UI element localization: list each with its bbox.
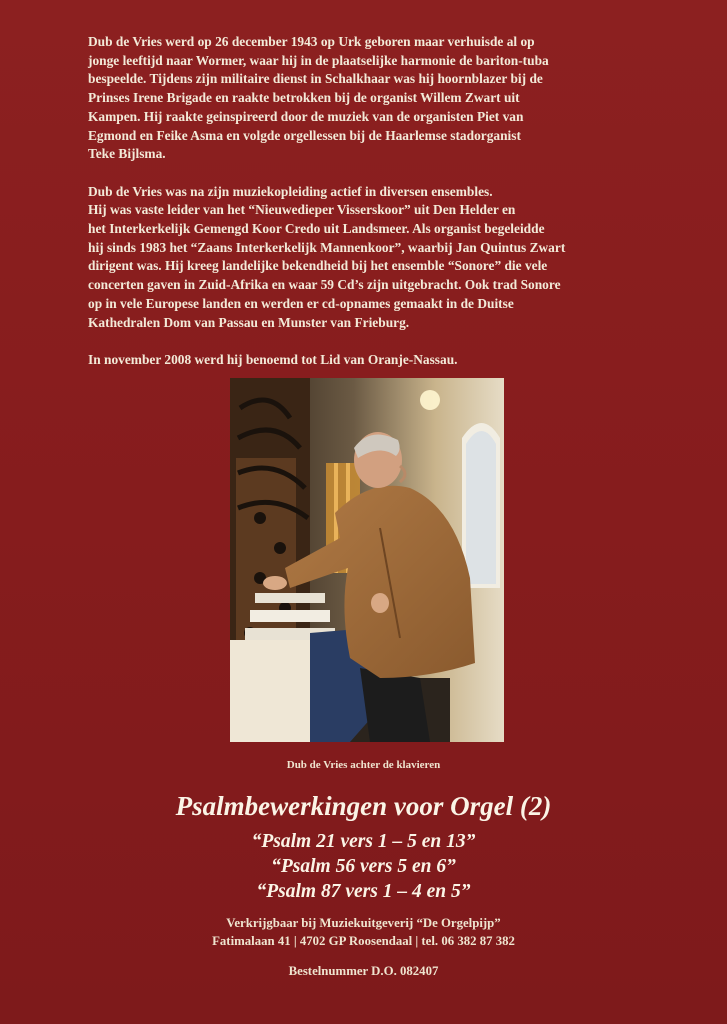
- publisher-line: Verkrijgbaar bij Muziekuitgeverij “De Orgelpijp”: [226, 916, 501, 930]
- bio-line: Dub de Vries was na zijn muziekopleiding actief in diversen ensembles.: [88, 183, 493, 199]
- bio-line: concerten gaven in Zuid-Afrika en waar 59 Cd’s zijn uitgebracht. Ook trad Sonore: [88, 277, 561, 293]
- bio-paragraph-1: [88, 33, 668, 164]
- publication-title: Psalmbewerkingen voor Orgel (2): [175, 791, 552, 821]
- bio-paragraph-3: [88, 351, 668, 370]
- bio-paragraph-2: [88, 183, 668, 333]
- bio-line: jonge leeftijd naar Wormer, waar hij in de plaatselijke harmonie de bariton-tuba: [88, 52, 549, 68]
- bio-line: In november 2008 werd hij benoemd tot Lid van Oranje-Nassau.: [88, 351, 458, 367]
- bio-line: Teke Bijlsma.: [88, 146, 166, 162]
- organist-photo-illustration: [230, 378, 504, 742]
- bio-line: op in vele Europese landen en werden er cd-opnames gemaakt in de Duitse: [88, 295, 514, 311]
- psalm-item: “Psalm 87 vers 1 – 4 en 5”: [256, 881, 471, 902]
- bio-line: Prinses Irene Brigade en raakte betrokken bij de organist Willem Zwart uit: [88, 90, 520, 106]
- bio-line: bespeelde. Tijdens zijn militaire dienst in Schalkhaar was hij hoornblazer bij de: [88, 71, 543, 87]
- publisher-info: [0, 914, 727, 950]
- bio-line: Egmond en Feike Asma en volgde orgellessen bij de Haarlemse stadorganist: [88, 127, 521, 143]
- organist-photo: [230, 378, 504, 742]
- psalm-item: “Psalm 21 vers 1 – 5 en 13”: [251, 831, 476, 852]
- bio-line: Kampen. Hij raakte geinspireerd door de muziek van de organisten Piet van: [88, 108, 524, 124]
- publisher-address: Fatimalaan 41 | 4702 GP Roosendaal | tel. 06 382 87 382: [212, 934, 515, 948]
- bio-line: hij sinds 1983 het “Zaans Interkerkelijk Mannenkoor”, waarbij Jan Quintus Zwart: [88, 239, 566, 255]
- bio-line: Hij was vaste leider van het “Nieuwedieper Visserskoor” uit Den Helder en: [88, 202, 516, 218]
- bio-line: dirigent was. Hij kreeg landelijke bekendheid bij het ensemble “Sonore” die vele: [88, 258, 548, 274]
- photo-caption: Dub de Vries achter de klavieren: [286, 759, 441, 771]
- bio-line: het Interkerkelijk Gemengd Koor Credo uit Landsmeer. Als organist begeleidde: [88, 221, 545, 237]
- biography: [88, 33, 668, 388]
- bio-line: Dub de Vries werd op 26 december 1943 op Urk geboren maar verhuisde al op: [88, 34, 535, 49]
- bio-line: Kathedralen Dom van Passau en Munster van Frieburg.: [88, 314, 410, 330]
- order-number: Bestelnummer D.O. 082407: [288, 964, 439, 978]
- psalm-list: [0, 829, 727, 904]
- psalm-item: “Psalm 56 vers 5 en 6”: [271, 856, 456, 877]
